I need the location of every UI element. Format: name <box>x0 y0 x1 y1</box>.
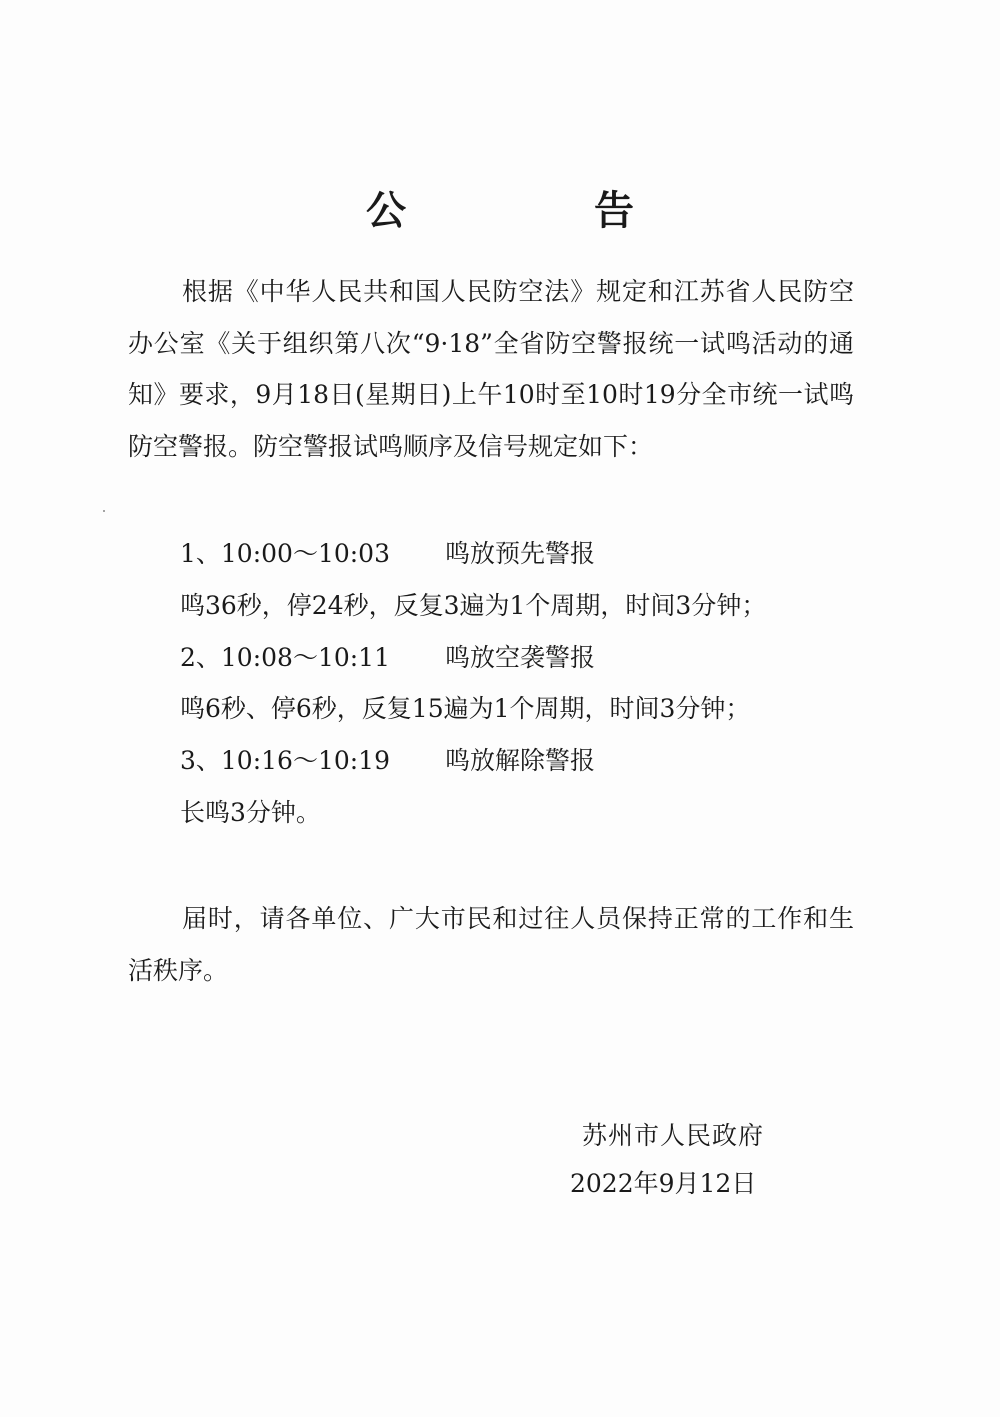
alarm-item-1 <box>180 528 595 580</box>
issuer-signature: 苏州市人民政府 <box>582 1121 765 1150</box>
alarm-name: 鸣放空袭警报 <box>445 643 596 672</box>
alarm-time: 3、10:16～10:19 <box>180 746 390 775</box>
alarm-detail-2: 鸣6秒、停6秒，反复15遍为1个周期，时间3分钟； <box>180 694 751 723</box>
alarm-name: 鸣放解除警报 <box>445 746 596 775</box>
alarm-name: 鸣放预先警报 <box>445 539 596 568</box>
notice-title: 公 告 <box>366 188 708 234</box>
alarm-item-2 <box>180 632 595 684</box>
scan-speck <box>103 510 105 512</box>
alarm-detail-1: 鸣36秒，停24秒，反复3遍为1个周期，时间3分钟； <box>180 591 767 620</box>
closing-paragraph: 届时，请各单位、广大市民和过往人员保持正常的工作和生活秩序。 <box>128 904 854 985</box>
issue-date: 2022年9月12日 <box>570 1169 757 1198</box>
alarm-item-3 <box>180 735 595 787</box>
alarm-time: 2、10:08～10:11 <box>180 643 390 672</box>
alarm-time: 1、10:00～10:03 <box>180 539 390 568</box>
intro-paragraph: 根据《中华人民共和国人民防空法》规定和江苏省人民防空办公室《关于组织第八次“9·18”全省防空警报统一试鸣活动的通知》要求，9月18日(星期日)上午10时至10时19分全市统一试鸣防空警报。防空警报试鸣顺序及信号规定如下： <box>128 277 854 461</box>
alarm-detail-3: 长鸣3分钟。 <box>180 798 321 827</box>
